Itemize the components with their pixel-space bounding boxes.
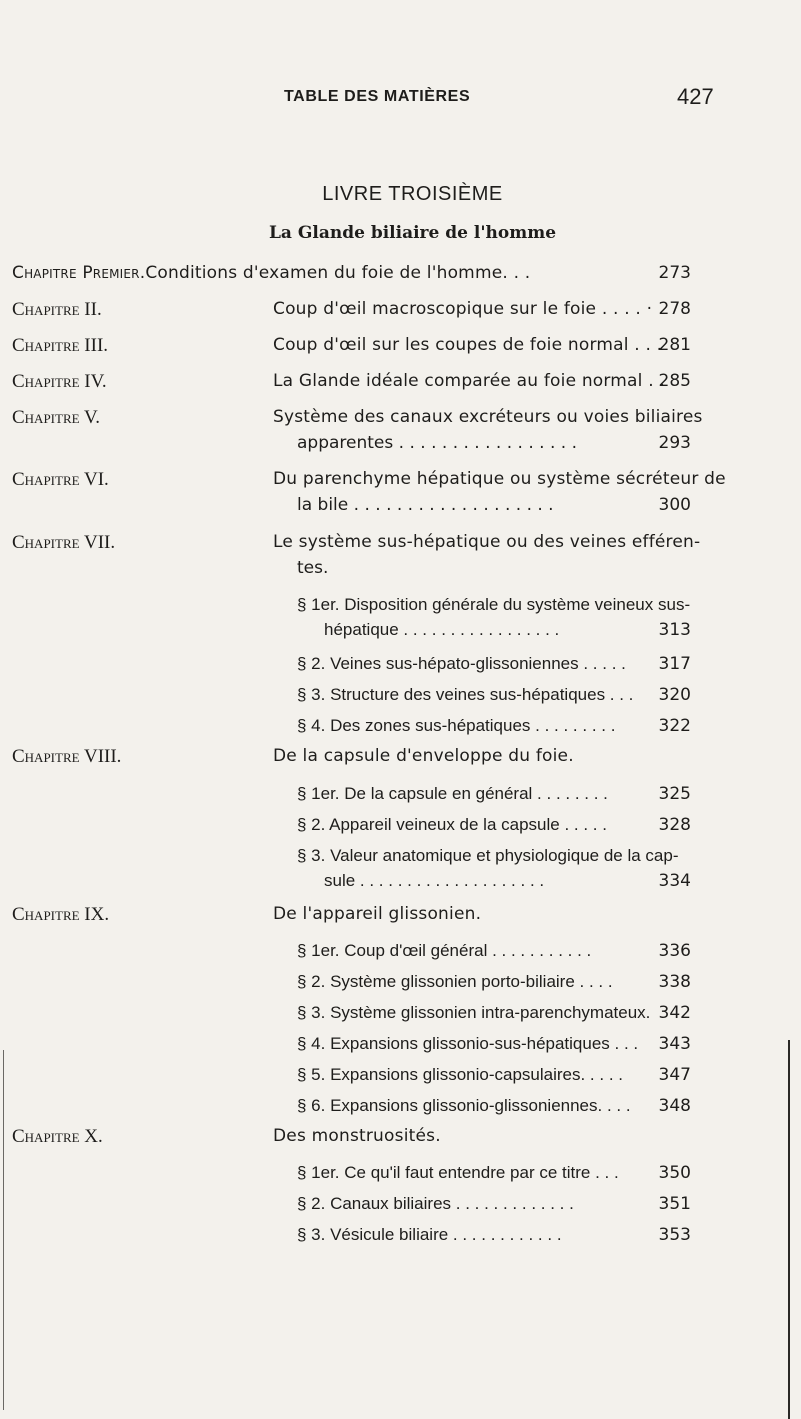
chapter-page: 285 [658,371,691,391]
section-page: 351 [658,1194,691,1214]
section-title: § 2. Canaux biliaires . . . . . . . . . . . . . [297,1194,574,1213]
chapter-title-cont: tes. [297,558,329,578]
toc-chapter-7 [0,532,801,558]
chapter-title: Le système sus-hépatique ou des veines efféren- [273,532,701,552]
running-head [0,84,801,112]
chapter-page: 281 [658,335,691,355]
chapter-title: Coup d'œil macroscopique sur le foie . . . . · [273,299,653,319]
chapter-title: De l'appareil glissonien. [273,904,482,924]
section-title: § 1er. Ce qu'il faut entendre par ce titre . . . [297,1163,619,1182]
toc-chapter-2 [0,299,801,325]
chapter-label: Chapitre Premier. [12,263,146,283]
section-title: § 1er. De la capsule en général . . . . . . . . [297,784,608,803]
toc-chapter-7-cont [0,558,801,584]
chapter-label: Chapitre II. [12,299,102,320]
chapter-page: 293 [658,433,691,453]
toc-chapter-6 [0,469,801,495]
toc-chapter-4 [0,371,801,397]
chapter-label: Chapitre VI. [12,469,109,490]
toc-chapter-1 [0,263,801,289]
book-title: LIVRE TROISIÈME [322,183,503,205]
chapter-page: 278 [658,299,691,319]
running-head-title: TABLE DES MATIÈRES [284,88,471,105]
chapter-title-cont: apparentes . . . . . . . . . . . . . . . . . [297,433,577,453]
toc-chapter-10 [0,1126,801,1152]
toc-section [0,685,801,711]
section-title: § 1er. Disposition générale du système veineux sus- [297,595,691,614]
chapter-label: Chapitre IV. [12,371,107,392]
section-title: § 2. Système glissonien porto-biliaire . . . . [297,972,613,991]
chapter-title: De la capsule d'enveloppe du foie. [273,746,574,766]
chapter-title: Des monstruosités. [273,1126,441,1146]
section-title: § 5. Expansions glissonio-capsulaires. . . . . [297,1065,623,1084]
chapter-label: Chapitre VII. [12,532,116,553]
section-title: § 3. Valeur anatomique et physiologique de la cap- [297,846,679,865]
book-subtitle: La Glande biliaire de l'homme [268,223,557,243]
section-title: § 4. Des zones sus-hépatiques . . . . . . . . . [297,716,616,735]
chapter-title-cont: la bile . . . . . . . . . . . . . . . . . . . [297,495,554,515]
section-title-cont: hépatique . . . . . . . . . . . . . . . . . [324,620,560,639]
section-title: § 3. Vésicule biliaire . . . . . . . . . . . . [297,1225,562,1244]
toc-section [0,1065,801,1091]
section-page: 353 [658,1225,691,1245]
section-page: 350 [658,1163,691,1183]
chapter-page: 273 [658,263,691,283]
chapter-label: Chapitre V. [12,407,100,428]
toc-section [0,1096,801,1122]
toc-chapter-3 [0,335,801,361]
section-title: § 4. Expansions glissonio-sus-hépatiques . . . [297,1034,639,1053]
section-page: 320 [658,685,691,705]
section-page: 313 [658,620,691,640]
toc-section [0,1225,801,1251]
section-page: 342 [658,1003,691,1023]
section-page: 336 [658,941,691,961]
toc-chapter-5-cont [0,433,801,459]
toc-section [0,595,801,621]
section-title: § 1er. Coup d'œil général . . . . . . . . . . . [297,941,592,960]
toc-section [0,1034,801,1060]
section-title-cont: sule . . . . . . . . . . . . . . . . . . . . [324,871,545,890]
toc-section [0,716,801,742]
section-page: 343 [658,1034,691,1054]
toc-section-cont [0,871,801,897]
toc-section-cont [0,620,801,646]
toc-section [0,941,801,967]
toc-section [0,784,801,810]
section-page: 334 [658,871,691,891]
section-page: 328 [658,815,691,835]
section-page: 347 [658,1065,691,1085]
page-number: 427 [677,84,714,109]
toc-section [0,815,801,841]
toc-section [0,654,801,680]
section-page: 325 [658,784,691,804]
chapter-label: Chapitre IX. [12,904,110,925]
section-title: § 2. Veines sus-hépato-glissoniennes . . . . . [297,654,626,673]
chapter-label: Chapitre VIII. [12,746,122,767]
section-title: § 6. Expansions glissonio-glissoniennes. . . . [297,1096,631,1115]
left-edge-line [3,1050,4,1410]
section-page: 348 [658,1096,691,1116]
section-page: 317 [658,654,691,674]
chapter-title: Système des canaux excréteurs ou voies biliaires [273,407,703,427]
toc-chapter-9 [0,904,801,930]
chapter-title: La Glande idéale comparée au foie normal . . [273,371,666,391]
chapter-title: Du parenchyme hépatique ou système sécréteur de [273,469,726,489]
toc-chapter-6-cont [0,495,801,521]
toc-section [0,846,801,872]
toc-section [0,1163,801,1189]
toc-section [0,972,801,998]
chapter-label: Chapitre III. [12,335,109,356]
chapter-title: Conditions d'examen du foie de l'homme. . . [145,263,531,283]
toc-chapter-5 [0,407,801,433]
chapter-label: Chapitre X. [12,1126,103,1147]
toc-chapter-8 [0,746,801,772]
section-page: 322 [658,716,691,736]
section-title: § 3. Système glissonien intra-parenchymateux. [297,1003,651,1022]
section-title: § 2. Appareil veineux de la capsule . . . . . [297,815,607,834]
chapter-title: Coup d'œil sur les coupes de foie normal . . . [273,335,663,355]
section-page: 338 [658,972,691,992]
toc-section [0,1194,801,1220]
toc-section [0,1003,801,1029]
binding-edge-line [788,1040,790,1419]
chapter-page: 300 [658,495,691,515]
section-title: § 3. Structure des veines sus-hépatiques . . . [297,685,634,704]
